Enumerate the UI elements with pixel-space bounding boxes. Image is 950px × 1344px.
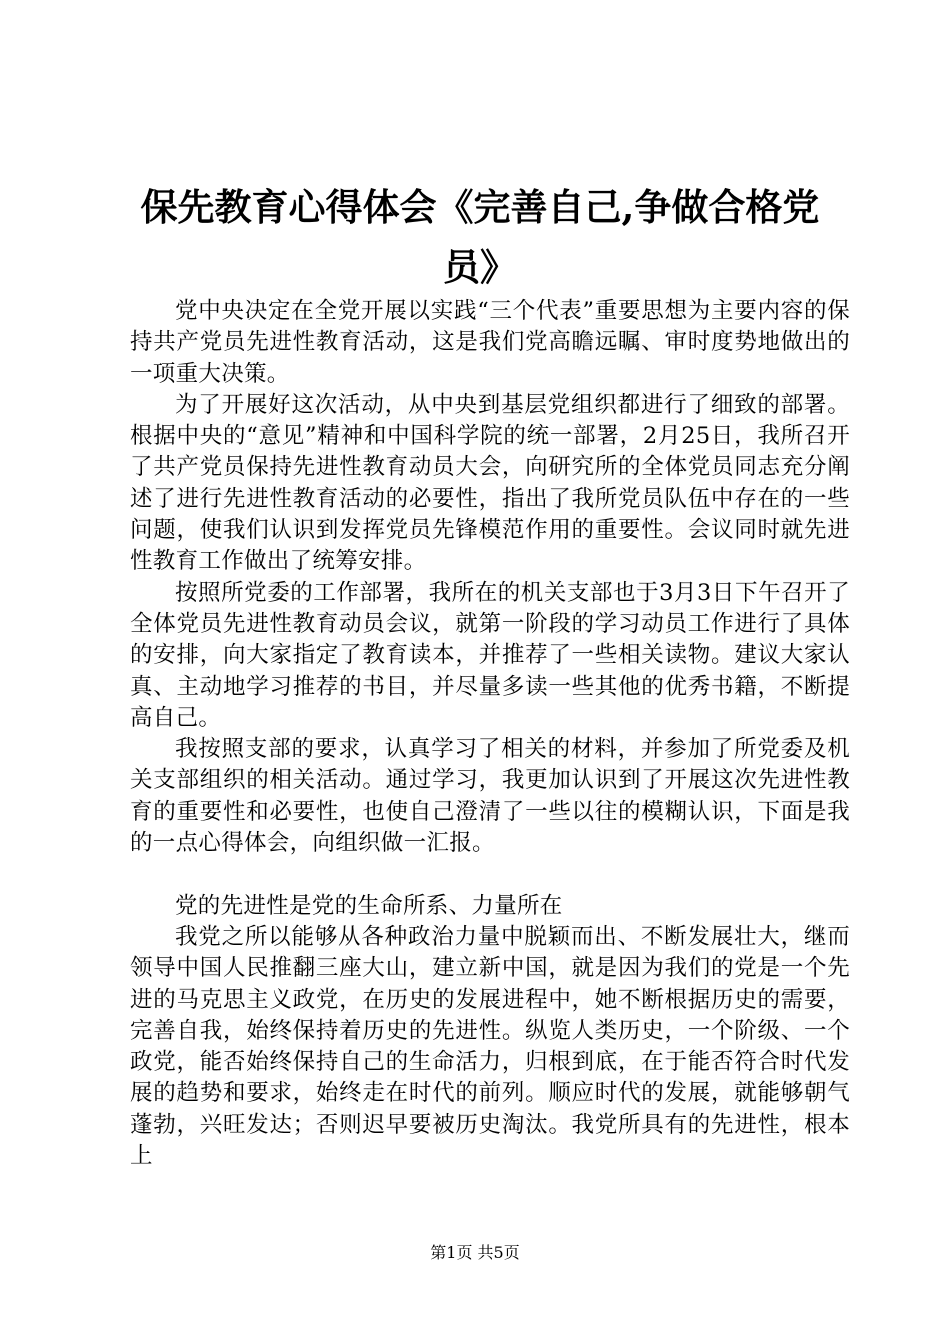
paragraph-intro: 党中央决定在全党开展以实践“三个代表”重要思想为主要内容的保持共产党员先进性教育活动，这是我们党高瞻远瞩、审时度势地做出的一项重大决策。: [130, 298, 850, 387]
document-body: [130, 296, 850, 1172]
page-number-footer: 第1页 共5页: [430, 1243, 520, 1262]
document-title-line-1: 保先教育心得体会《完善自己,争做合格党: [140, 185, 820, 229]
paragraph-deployment: 为了开展好这次活动，从中央到基层党组织都进行了细致的部署。根据中央的“意见”精神和中国科学院的统一部署，2月25日，我所召开了共产党员保持先进性教育动员大会，向研究所的全体党员同志充分阐述了进行先进性教育活动的必要性，指出了我所党员队伍中存在的一些问题，使我们认识到发挥党员先锋模范作用的重要性。会议同时就先进性教育工作做出了统筹安排。: [130, 391, 850, 575]
paragraph-branch-meeting: 按照所党委的工作部署，我所在的机关支部也于3月3日下午召开了全体党员先进性教育动员会议，就第一阶段的学习动员工作进行了具体的安排，向大家指定了教育读本，并推荐了一些相关读物。建议大家认真、主动地学习推荐的书目，并尽量多读一些其他的优秀书籍，不断提高自己。: [130, 579, 850, 731]
paragraph-study: 我按照支部的要求，认真学习了相关的材料，并参加了所党委及机关支部组织的相关活动。通过学习，我更加认识到了开展这次先进性教育的重要性和必要性，也使自己澄清了一些以往的模糊认识，下面是我的一点心得体会，向组织做一汇报。: [130, 736, 850, 857]
document-title-line-2: 员》: [443, 245, 517, 289]
paragraph-section-body: 我党之所以能够从各种政治力量中脱颖而出、不断发展壮大，继而领导中国人民推翻三座大山，建立新中国，就是因为我们的党是一个先进的马克思主义政党，在历史的发展进程中，她不断根据历史的需要，完善自我，始终保持着历史的先进性。纵览人类历史，一个阶级、一个政党，能否始终保持自己的生命活力，归根到底，在于能否符合时代发展的趋势和要求，始终走在时代的前列。顺应时代的发展，就能够朝气蓬勃，兴旺发达；否则迟早要被历史淘汰。我党所具有的先进性，根本上: [130, 923, 850, 1170]
paragraph-spacer: [130, 859, 850, 890]
section-heading: 党的先进性是党的生命所系、力量所在: [175, 892, 563, 919]
